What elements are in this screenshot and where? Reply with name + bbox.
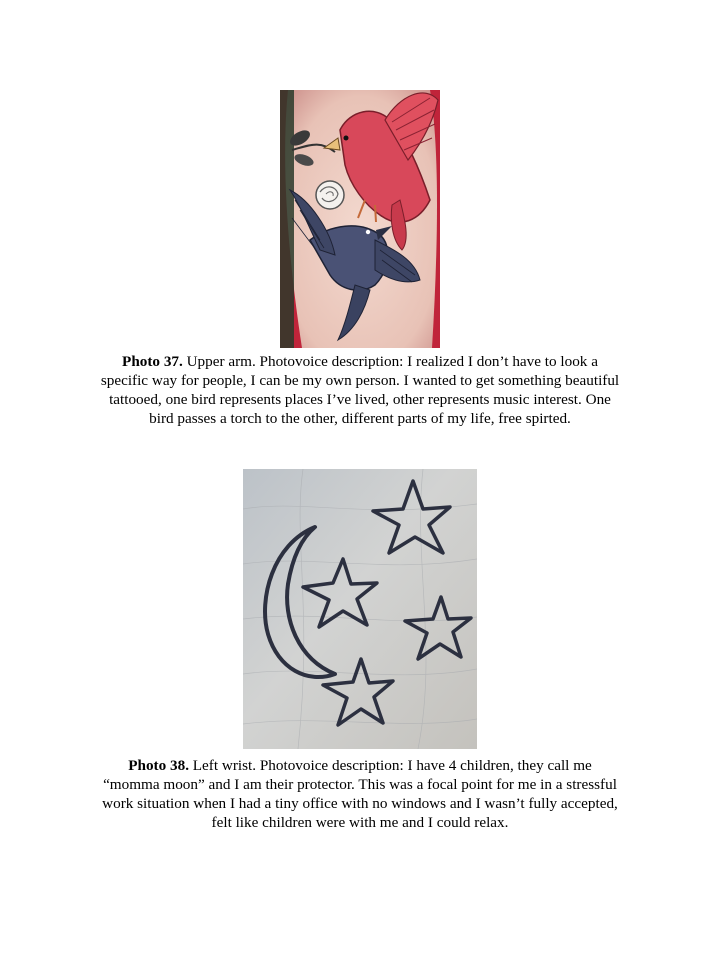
photo-38-caption — [100, 756, 620, 832]
photo-37-text: Upper arm. Photovoice description: I realized I don’t have to look a specific way for people, I can be my own person. I wanted to get something beautiful tattooed, one bird represents places I’ve lived, other represents music interest. One bird passes a torch to the other, different parts of my life, free spirted. — [100, 353, 620, 427]
photo-38-label: Photo 38. — [128, 757, 189, 774]
photo-37-image — [280, 90, 440, 348]
photo-38-image — [243, 469, 477, 749]
photo-37-caption — [100, 352, 620, 428]
photo-38-text: Left wrist. Photovoice description: I have 4 children, they call me “momma moon” and I am their protector. This was a focal point for me in a stressful work situation when I had a tiny office with no windows and I wasn’t fully accepted, felt like children were with me and I could relax. — [102, 757, 618, 831]
photo-37-label: Photo 37. — [122, 353, 183, 370]
